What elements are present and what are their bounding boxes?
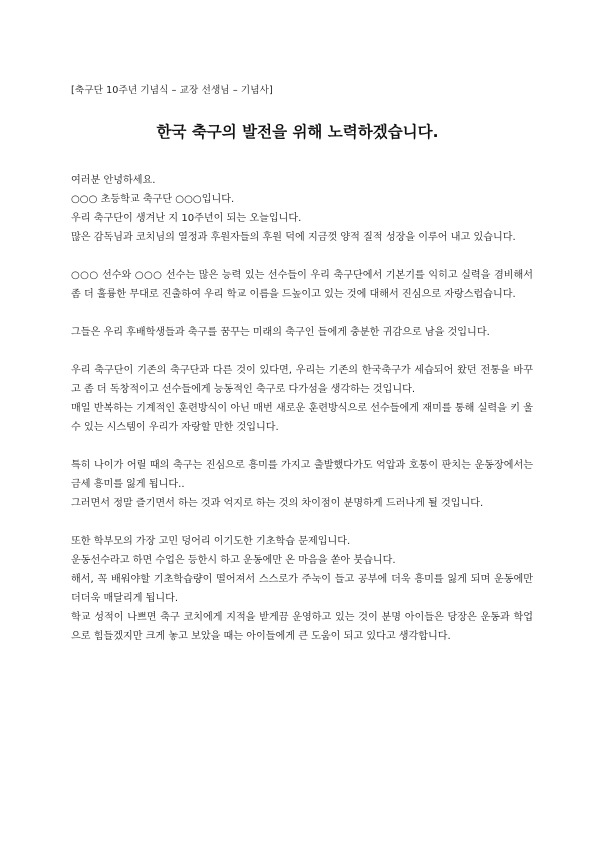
body-paragraph: ○○○ 초등학교 축구단 ○○○입니다. <box>71 194 235 205</box>
body-paragraph: 해서, 꼭 배워야할 기초학습량이 떨어져서 스스로가 주눅이 들고 공부에 더욱 흥미를 잃게 되며 운동에만 더더욱 매달리게 됩니다. <box>71 574 533 604</box>
body-paragraph: ○○○ 선수와 ○○○ 선수는 많은 능력 있는 선수들이 우리 축구단에서 기본기를 익히고 실력을 겸비해서 좀 더 훌륭한 무대로 진출하여 우리 학교 이름을 드높이고 있는 것에 대해서 진심으로 자랑스럽습니다. <box>71 270 533 300</box>
body-paragraph: 특히 나이가 어릴 때의 축구는 진심으로 흥미를 가지고 출발했다가도 억압과 호통이 판치는 운동장에서는 금세 흥미를 잃게 됩니다.. <box>71 460 533 490</box>
body-paragraph: 학교 성적이 나쁘면 축구 코치에게 지적을 받게끔 운영하고 있는 것이 분명 아이들은 당장은 운동과 학업으로 힘들겠지만 크게 놓고 보았을 때는 아이들에게 큰 도움이 되고 있다고 생각합니다. <box>71 612 533 642</box>
document-header-label: [축구단 10주년 기념식 – 교장 선생님 – 기념사] <box>71 85 273 96</box>
body-paragraph: 운동선수라고 하면 수업은 등한시 하고 운동에만 온 마음을 쏟아 붓습니다. <box>71 555 396 566</box>
body-paragraph: 매일 반복하는 기계적인 훈련방식이 아닌 매번 새로운 훈련방식으로 선수들에게 재미를 통해 실력을 키 울 수 있는 시스템이 우리가 자랑할 만한 것입니다. <box>71 403 533 433</box>
body-paragraph: 많은 감독님과 코치님의 열정과 후원자들의 후원 덕에 지금껏 양적 질적 성장을 이루어 내고 있습니다. <box>71 232 516 243</box>
body-paragraph: 우리 축구단이 기존의 축구단과 다른 것이 있다면, 우리는 기존의 한국축구가 세습되어 왔던 전통을 바꾸고 좀 더 독창적이고 선수들에게 능동적인 축구로 다가섬을 생각하는 것입니다. <box>71 365 533 395</box>
body-paragraph: 우리 축구단이 생겨난 지 10주년이 되는 오늘입니다. <box>71 213 302 224</box>
document-body <box>71 171 533 646</box>
body-paragraph: 또한 학부모의 가장 고민 덩어리 이기도한 기초학습 문제입니다. <box>71 536 351 547</box>
document-title: 한국 축구의 발전을 위해 노력하겠습니다. <box>156 123 439 141</box>
body-paragraph: 여러분 안녕하세요. <box>71 175 156 186</box>
body-paragraph: 그러면서 정말 즐기면서 하는 것과 억지로 하는 것의 차이점이 분명하게 드러나게 될 것입니다. <box>71 498 484 509</box>
body-paragraph: 그들은 우리 후배학생들과 축구를 꿈꾸는 미래의 축구인 들에게 충분한 귀감으로 남을 것입니다. <box>71 327 490 338</box>
